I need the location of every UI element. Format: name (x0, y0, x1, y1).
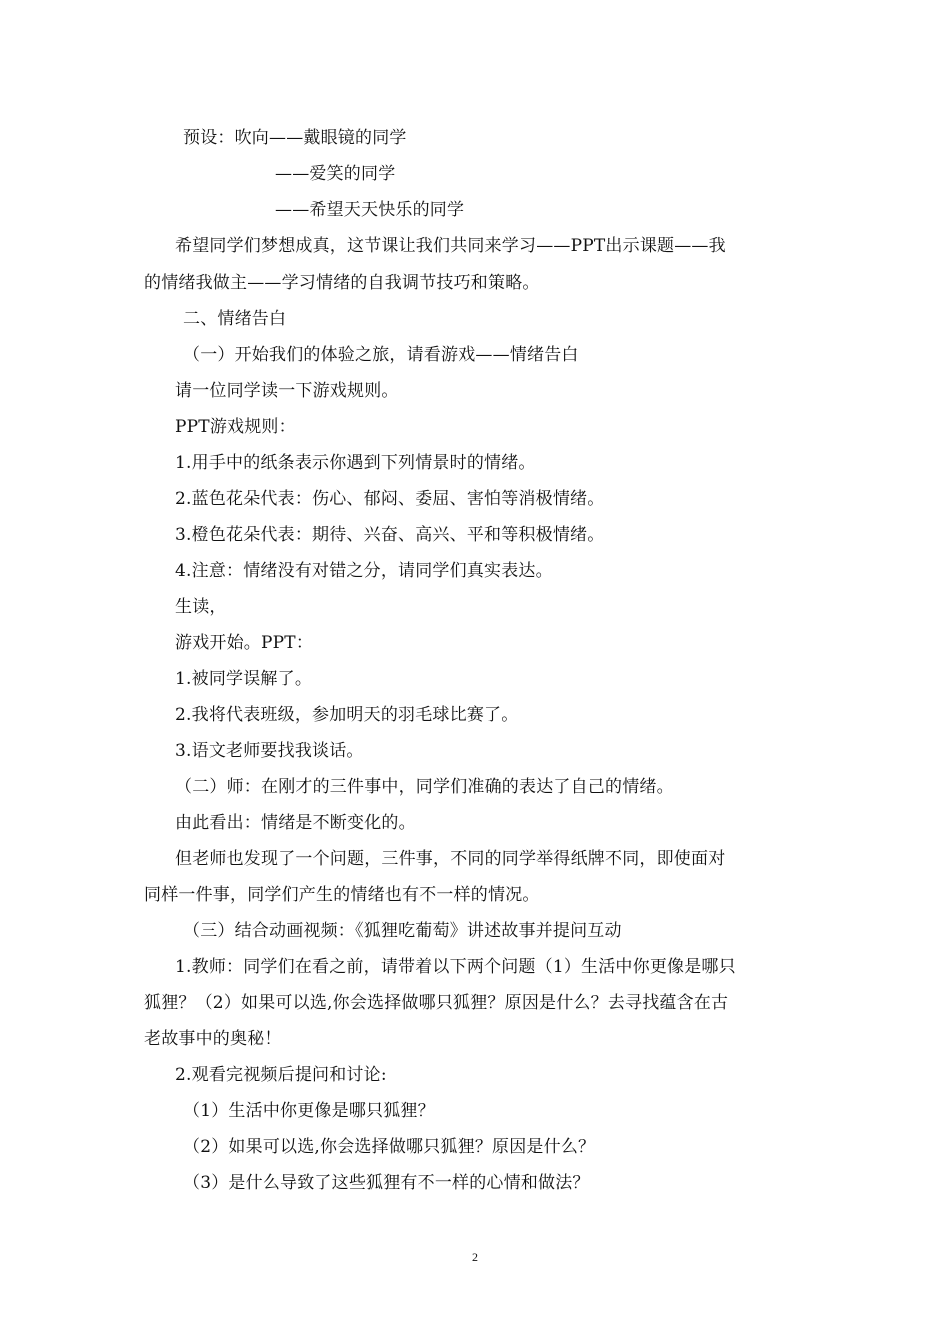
text-line: 老故事中的奥秘！ (144, 1029, 282, 1049)
text-line: PPT游戏规则： (175, 417, 296, 437)
text-line: 1.被同学误解了。 (175, 669, 313, 689)
text-line: ——爱笑的同学 (275, 164, 396, 184)
text-line: 但老师也发现了一个问题，三件事，不同的同学举得纸牌不同，即使面对 (175, 849, 726, 869)
text-line: 3.语文老师要找我谈话。 (175, 741, 364, 761)
page-number: 2 (472, 1250, 478, 1264)
text-line: 请一位同学读一下游戏规则。 (175, 381, 399, 401)
text-line: 狐狸？（2）如果可以选,你会选择做哪只狐狸？原因是什么？去寻找蕴含在古 (144, 993, 729, 1013)
text-line: 希望同学们梦想成真，这节课让我们共同来学习——PPT出示课题——我 (175, 236, 726, 256)
text-line: 1.教师：同学们在看之前，请带着以下两个问题（1）生活中你更像是哪只 (175, 957, 736, 977)
text-line: 3.橙色花朵代表：期待、兴奋、高兴、平和等积极情绪。 (175, 525, 605, 545)
text-line: 同样一件事，同学们产生的情绪也有不一样的情况。 (144, 885, 540, 905)
text-line: 2.蓝色花朵代表：伤心、郁闷、委屈、害怕等消极情绪。 (175, 489, 605, 509)
text-line: 游戏开始。PPT： (175, 633, 314, 653)
text-line: 2.观看完视频后提问和讨论: (175, 1065, 387, 1085)
text-line: 1.用手中的纸条表示你遇到下列情景时的情绪。 (175, 453, 536, 473)
text-line: （三）结合动画视频：《狐狸吃葡萄》讲述故事并提问互动 (183, 921, 622, 941)
text-line: （2）如果可以选,你会选择做哪只狐狸？原因是什么？ (183, 1137, 596, 1157)
text-line: 预设：吹向——戴眼镜的同学 (183, 128, 407, 148)
text-line: 2.我将代表班级，参加明天的羽毛球比赛了。 (175, 705, 519, 725)
text-line: 4.注意：情绪没有对错之分，请同学们真实表达。 (175, 561, 553, 581)
text-line: ——希望天天快乐的同学 (275, 200, 465, 220)
text-line: （1）生活中你更像是哪只狐狸？ (183, 1101, 435, 1121)
section-heading: 二、情绪告白 (183, 309, 287, 329)
text-line: （二）师：在刚才的三件事中，同学们准确的表达了自己的情绪。 (175, 777, 674, 797)
text-line: （一）开始我们的体验之旅，请看游戏——情绪告白 (183, 345, 579, 365)
text-line: 的情绪我做主——学习情绪的自我调节技巧和策略。 (144, 273, 540, 293)
text-line: 由此看出：情绪是不断变化的。 (175, 813, 416, 833)
text-line: 生读， (175, 597, 227, 617)
text-line: （3）是什么导致了这些狐狸有不一样的心情和做法？ (183, 1173, 590, 1193)
